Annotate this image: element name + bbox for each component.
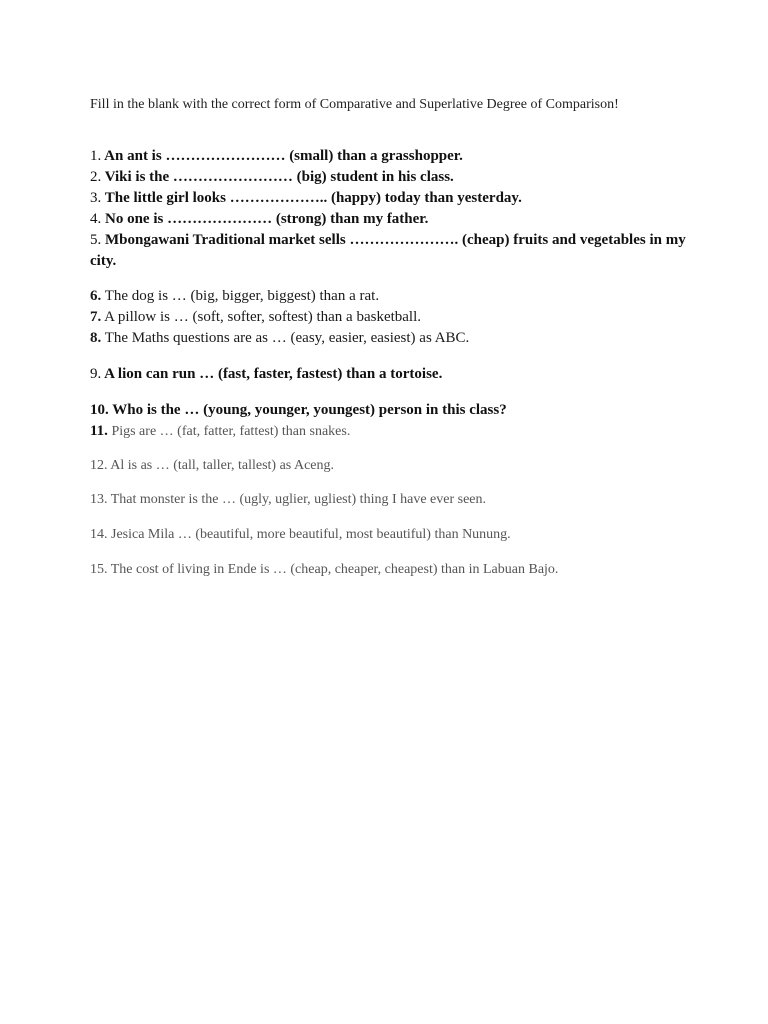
section-1	[90, 146, 690, 272]
question-number: 11.	[90, 423, 108, 439]
question-number: 10.	[90, 402, 109, 418]
instructions-text: Fill in the blank with the correct form of Comparative and Superlative Degree of Comparison!	[90, 97, 619, 112]
question-text: The Maths questions are as … (easy, easier, easiest) as ABC.	[101, 330, 470, 346]
question-text: An ant is …………………… (small) than a grasshopper.	[101, 148, 463, 164]
question-10	[90, 400, 690, 421]
question-14: 14. Jesica Mila … (beautiful, more beautiful, most beautiful) than Nunung.	[90, 527, 511, 542]
question-7	[90, 307, 690, 328]
question-text: The little girl looks ……………….. (happy) today than yesterday.	[101, 190, 522, 206]
question-number: 1.	[90, 148, 102, 164]
question-6	[90, 286, 690, 307]
question-number: 3.	[90, 190, 102, 206]
section-2	[90, 286, 690, 349]
question-15: 15. The cost of living in Ende is … (cheap, cheaper, cheapest) than in Labuan Bajo.	[90, 562, 559, 577]
question-12: 12. Al is as … (tall, taller, tallest) as Aceng.	[90, 458, 334, 473]
question-number: 6.	[90, 288, 102, 304]
question-text: Viki is the …………………… (big) student in his class.	[101, 169, 454, 185]
question-number: 8.	[90, 330, 102, 346]
question-13: 13. That monster is the … (ugly, uglier, ugliest) thing I have ever seen.	[90, 492, 487, 507]
question-1	[90, 146, 690, 167]
question-text: A lion can run … (fast, faster, fastest) than a tortoise.	[101, 366, 443, 382]
question-text: A pillow is … (soft, softer, softest) than a basketball.	[101, 309, 422, 325]
question-text: The dog is … (big, bigger, biggest) than a rat.	[101, 288, 380, 304]
question-number: 7.	[90, 309, 102, 325]
question-text: Pigs are … (fat, fatter, fattest) than snakes.	[107, 424, 351, 439]
question-2	[90, 167, 690, 188]
question-number: 4.	[90, 211, 102, 227]
question-4	[90, 209, 690, 230]
question-text: Mbongawani Traditional market sells …………………. (cheap) fruits and vegetables in my city.	[90, 232, 686, 269]
question-number: 2.	[90, 169, 102, 185]
question-11	[90, 421, 710, 442]
question-8	[90, 328, 690, 349]
question-text: No one is ………………… (strong) than my father.	[101, 211, 429, 227]
question-3	[90, 188, 690, 209]
question-5	[90, 230, 690, 272]
question-number: 5.	[90, 232, 102, 248]
question-text: Who is the … (young, younger, youngest) person in this class?	[108, 402, 507, 418]
question-number: 9.	[90, 366, 102, 382]
question-9	[90, 364, 690, 385]
